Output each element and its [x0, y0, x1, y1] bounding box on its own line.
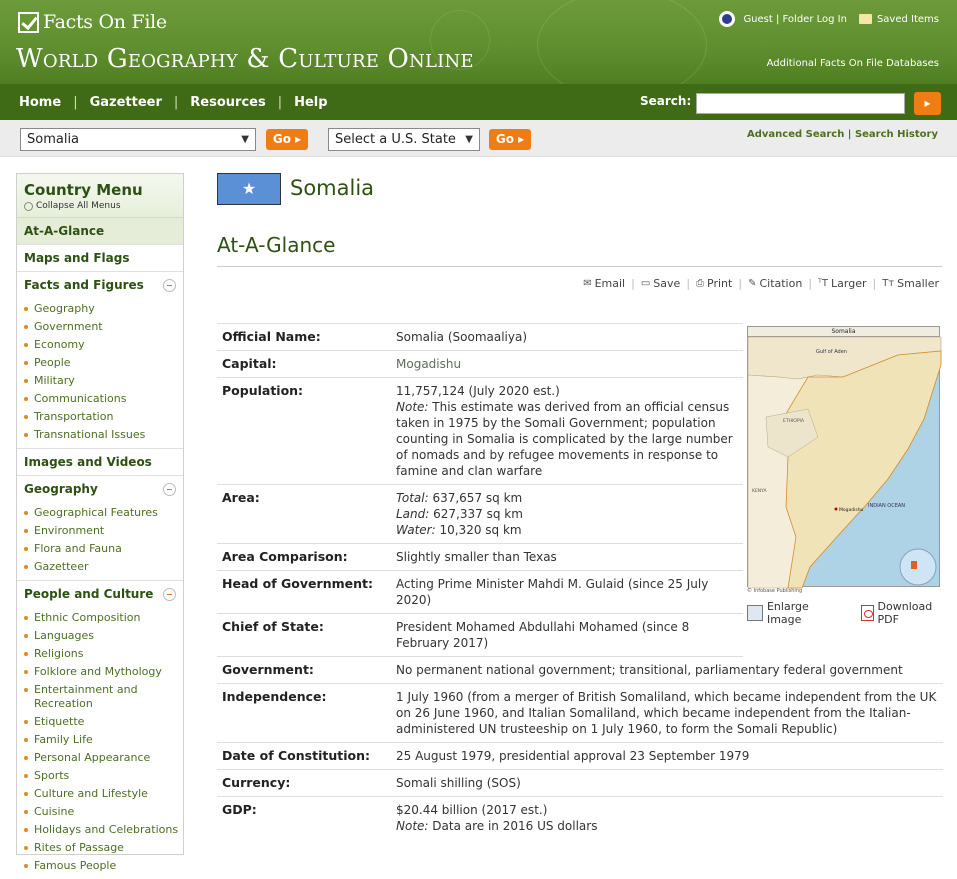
table-row: [217, 684, 943, 743]
map-kenya-label: KENYA: [752, 489, 767, 494]
state-select[interactable]: [328, 128, 480, 151]
map-credit: © Infobase Publishing: [747, 588, 803, 594]
country-menu: [16, 173, 184, 872]
population-value: 11,757,124 (July 2020 est.): [396, 384, 560, 398]
somalia-flag: ★: [217, 173, 281, 205]
site-title[interactable]: World Geography & Culture Online: [16, 44, 474, 74]
sidebar-item-folklore-and-mythology[interactable]: Folklore and Mythology: [24, 663, 183, 681]
sidebar-item-famous-people[interactable]: Famous People: [24, 857, 183, 875]
chevron-down-icon: ▼: [241, 134, 249, 145]
collapse-minus-icon[interactable]: [163, 279, 176, 292]
sidebar-item-environment[interactable]: Environment: [24, 522, 183, 540]
nav-resources[interactable]: Resources: [190, 95, 266, 110]
sidebar-section-people-and-culture[interactable]: [17, 581, 183, 607]
user-icon: [719, 11, 735, 27]
header-links: [719, 11, 939, 27]
tool-separator: |: [686, 277, 691, 290]
collapse-minus-icon[interactable]: [163, 588, 176, 601]
sidebar-item-personal-appearance[interactable]: Personal Appearance: [24, 749, 183, 767]
pencil-icon: ✎: [748, 278, 757, 289]
fact-label: Capital:: [217, 351, 391, 378]
fact-label: Date of Constitution:: [217, 743, 391, 770]
people-and-culture-list: [17, 607, 183, 879]
download-pdf-link[interactable]: Download PDF: [877, 600, 933, 626]
gdp-value: $20.44 billion (2017 est.): [396, 803, 548, 817]
collapse-label: Collapse All Menus: [36, 201, 121, 211]
nav-help[interactable]: Help: [294, 95, 328, 110]
map-ocean-label: INDIAN OCEAN: [868, 503, 906, 509]
fact-label: Government:: [217, 657, 391, 684]
area-total: [396, 490, 739, 506]
additional-databases-link[interactable]: Additional Facts On File Databases: [766, 58, 939, 69]
collapse-minus-icon[interactable]: [163, 483, 176, 496]
sidebar-item-culture-and-lifestyle[interactable]: Culture and Lifestyle: [24, 785, 183, 803]
fact-value: President Mohamed Abdullahi Mohamed (since 8 February 2017): [391, 614, 743, 657]
page-tools: [583, 277, 939, 290]
state-go-button[interactable]: Go ▸: [489, 129, 531, 150]
area-land-value: 627,337 sq km: [433, 507, 523, 521]
pdf-icon: [861, 605, 874, 621]
fact-label: Head of Government:: [217, 571, 391, 614]
sidebar-item-economy[interactable]: Economy: [24, 336, 183, 354]
sidebar-item-government[interactable]: Government: [24, 318, 183, 336]
sidebar-section-label: Maps and Flags: [24, 251, 130, 265]
tool-separator: |: [738, 277, 743, 290]
guest-login-link[interactable]: Guest | Folder Log In: [743, 13, 847, 25]
geography-list: [17, 502, 183, 581]
map-title: Somalia: [748, 327, 939, 337]
table-row: [217, 770, 943, 797]
fact-value: No permanent national government; transitional, parliamentary federal government: [391, 657, 943, 684]
sidebar-section-label: People and Culture: [24, 587, 154, 601]
site-header: [0, 0, 957, 84]
fact-label: Area Comparison:: [217, 544, 391, 571]
map-ethiopia-label: ETHIOPIA: [783, 419, 804, 424]
area-land: [396, 506, 739, 522]
text-smaller-icon: Tᴛ: [882, 278, 895, 289]
sidebar-item-sports[interactable]: Sports: [24, 767, 183, 785]
selector-bar: [0, 120, 957, 157]
map-graphic: [748, 337, 941, 588]
fact-value: Slightly smaller than Texas: [391, 544, 743, 571]
population-note: [396, 399, 739, 479]
fact-value: 1 July 1960 (from a merger of British Somaliland, which became independent from the UK on 26 June 1960, and Italian Somaliland, which became independent from the Italian-administered UN trusteeship on 1 July 1960, to form the Somali Republic): [391, 684, 943, 743]
sidebar-section-label: Geography: [24, 482, 98, 496]
area-water-value: 10,320 sq km: [439, 523, 522, 537]
email-tool[interactable]: [583, 277, 625, 290]
sidebar-item-gazetteer[interactable]: Gazetteer: [24, 558, 183, 576]
sidebar-item-ethnic-composition[interactable]: Ethnic Composition: [24, 609, 183, 627]
search-button[interactable]: ▸: [914, 92, 941, 115]
note-text: This estimate was derived from an official census taken in 1975 by the Somali Government; population counting in Somalia is complicated by the large number of nomads and by refugee movements in response to famine and clan warfare: [396, 400, 733, 478]
folder-icon: [859, 14, 872, 24]
title-divider: [217, 266, 942, 267]
tool-separator: |: [631, 277, 635, 290]
fact-label: GDP:: [217, 797, 391, 840]
search-label: Search:: [640, 94, 692, 108]
area-total-label: Total:: [396, 491, 429, 505]
enlarge-image-link[interactable]: Enlarge Image: [766, 600, 809, 626]
email-icon: ✉: [583, 278, 592, 289]
logo-text: Facts On File: [43, 11, 167, 33]
save-icon: ▭: [640, 278, 651, 289]
fact-value: Acting Prime Minister Mahdi M. Gulaid (since 25 July 2020): [391, 571, 743, 614]
map-gulf-label: Gulf of Aden: [816, 349, 847, 355]
saved-items-link[interactable]: Saved Items: [876, 13, 939, 25]
chevron-down-icon: ▼: [465, 134, 473, 145]
map-globe-highlight: [911, 561, 917, 569]
fact-value: Somalia (Soomaaliya): [391, 324, 743, 351]
facts-and-figures-list: [17, 298, 183, 449]
smaller-label: Smaller: [897, 277, 939, 290]
sidebar-item-flora-and-fauna[interactable]: Flora and Fauna: [24, 540, 183, 558]
tool-separator: |: [872, 277, 877, 290]
fact-value: Somali shilling (SOS): [391, 770, 943, 797]
larger-label: Larger: [831, 277, 867, 290]
collapse-icon: [24, 202, 33, 211]
nav-gazetteer[interactable]: Gazetteer: [89, 95, 162, 110]
country-select[interactable]: [20, 128, 256, 151]
map-capital-marker: [835, 508, 838, 511]
sidebar-section-images-and-videos[interactable]: [17, 449, 183, 476]
print-icon: ⎙: [696, 278, 705, 289]
fact-label: Currency:: [217, 770, 391, 797]
tool-separator: |: [808, 277, 813, 290]
nav-separator: |: [277, 95, 283, 110]
facts-on-file-logo[interactable]: [18, 11, 167, 33]
note-text: Data are in 2016 US dollars: [432, 819, 598, 833]
citation-label: Citation: [759, 277, 803, 290]
sidebar-item-transportation[interactable]: Transportation: [24, 408, 183, 426]
table-row: [217, 797, 943, 840]
sidebar-section-label: Facts and Figures: [24, 278, 144, 292]
area-water: [396, 522, 739, 538]
area-total-value: 637,657 sq km: [432, 491, 523, 505]
map-actions: [747, 600, 957, 626]
fact-label: Chief of State:: [217, 614, 391, 657]
sidebar-item-religions[interactable]: Religions: [24, 645, 183, 663]
map-globe-inset: [900, 549, 936, 585]
sidebar-item-geography[interactable]: Geography: [24, 300, 183, 318]
email-label: Email: [594, 277, 626, 290]
citation-tool[interactable]: [748, 277, 802, 290]
fact-label: Population:: [217, 378, 391, 485]
sidebar-item-rites-of-passage[interactable]: Rites of Passage: [24, 839, 183, 857]
page-title: At-A-Glance: [217, 233, 336, 257]
gdp-note: [396, 818, 939, 834]
save-tool[interactable]: [641, 277, 680, 290]
fact-value: [391, 485, 743, 544]
save-label: Save: [653, 277, 681, 290]
area-land-label: Land:: [396, 507, 430, 521]
sidebar-section-geography[interactable]: [17, 476, 183, 502]
nav-separator: |: [173, 95, 179, 110]
note-label: Note:: [396, 819, 429, 833]
text-larger-icon: ᵀT: [818, 278, 829, 289]
smaller-tool[interactable]: [882, 277, 939, 290]
fact-value: [391, 797, 943, 840]
area-water-label: Water:: [396, 523, 436, 537]
fact-label: Official Name:: [217, 324, 391, 351]
fact-value: 25 August 1979, presidential approval 23 September 1979: [391, 743, 943, 770]
sidebar-item-geographical-features[interactable]: Geographical Features: [24, 504, 183, 522]
print-label: Print: [707, 277, 733, 290]
larger-tool[interactable]: [818, 277, 866, 290]
map-capital-label: Mogadishu: [839, 508, 864, 513]
country-menu-title: Country Menu: [24, 181, 143, 199]
sidebar-section-maps-and-flags[interactable]: [17, 245, 183, 272]
sidebar-item-entertainment-and-recreation[interactable]: Entertainment and Recreation: [24, 681, 183, 713]
advanced-search-links[interactable]: Advanced Search | Search History: [746, 129, 938, 140]
sidebar-item-holidays-and-celebrations[interactable]: Holidays and Celebrations: [24, 821, 183, 839]
sidebar-item-family-life[interactable]: Family Life: [24, 731, 183, 749]
fact-label: Area:: [217, 485, 391, 544]
sidebar-item-military[interactable]: Military: [24, 372, 183, 390]
sidebar-item-cuisine[interactable]: Cuisine: [24, 803, 183, 821]
sidebar-section-facts-and-figures[interactable]: [17, 272, 183, 298]
search-input[interactable]: [696, 93, 905, 114]
country-select-value: Somalia: [27, 132, 80, 147]
state-select-value: Select a U.S. State: [335, 132, 456, 147]
sidebar-item-people[interactable]: People: [24, 354, 183, 372]
checkbox-logo-icon: [18, 12, 39, 33]
somalia-map-thumbnail[interactable]: [747, 326, 940, 587]
country-menu-header: [17, 174, 183, 218]
sidebar-section-at-a-glance[interactable]: [17, 218, 183, 245]
sidebar-item-etiquette[interactable]: Etiquette: [24, 713, 183, 731]
country-name: Somalia: [290, 176, 375, 200]
magnify-image-icon: [747, 605, 763, 621]
table-row: [217, 743, 943, 770]
sidebar-item-communications[interactable]: Communications: [24, 390, 183, 408]
print-tool[interactable]: [696, 277, 732, 290]
note-label: Note:: [396, 400, 429, 414]
table-row: [217, 657, 943, 684]
nav-separator: |: [73, 95, 78, 110]
nav-home[interactable]: Home: [19, 95, 62, 110]
country-go-button[interactable]: Go ▸: [266, 129, 308, 150]
fact-value: [391, 378, 743, 485]
sidebar-item-languages[interactable]: Languages: [24, 627, 183, 645]
sidebar-section-label: Images and Videos: [24, 455, 152, 469]
sidebar-item-transnational-issues[interactable]: Transnational Issues: [24, 426, 183, 444]
collapse-all-menus[interactable]: [24, 201, 176, 211]
fact-label: Independence:: [217, 684, 391, 743]
capital-link[interactable]: Mogadishu: [391, 351, 743, 378]
sidebar-section-label: At-A-Glance: [24, 224, 105, 238]
